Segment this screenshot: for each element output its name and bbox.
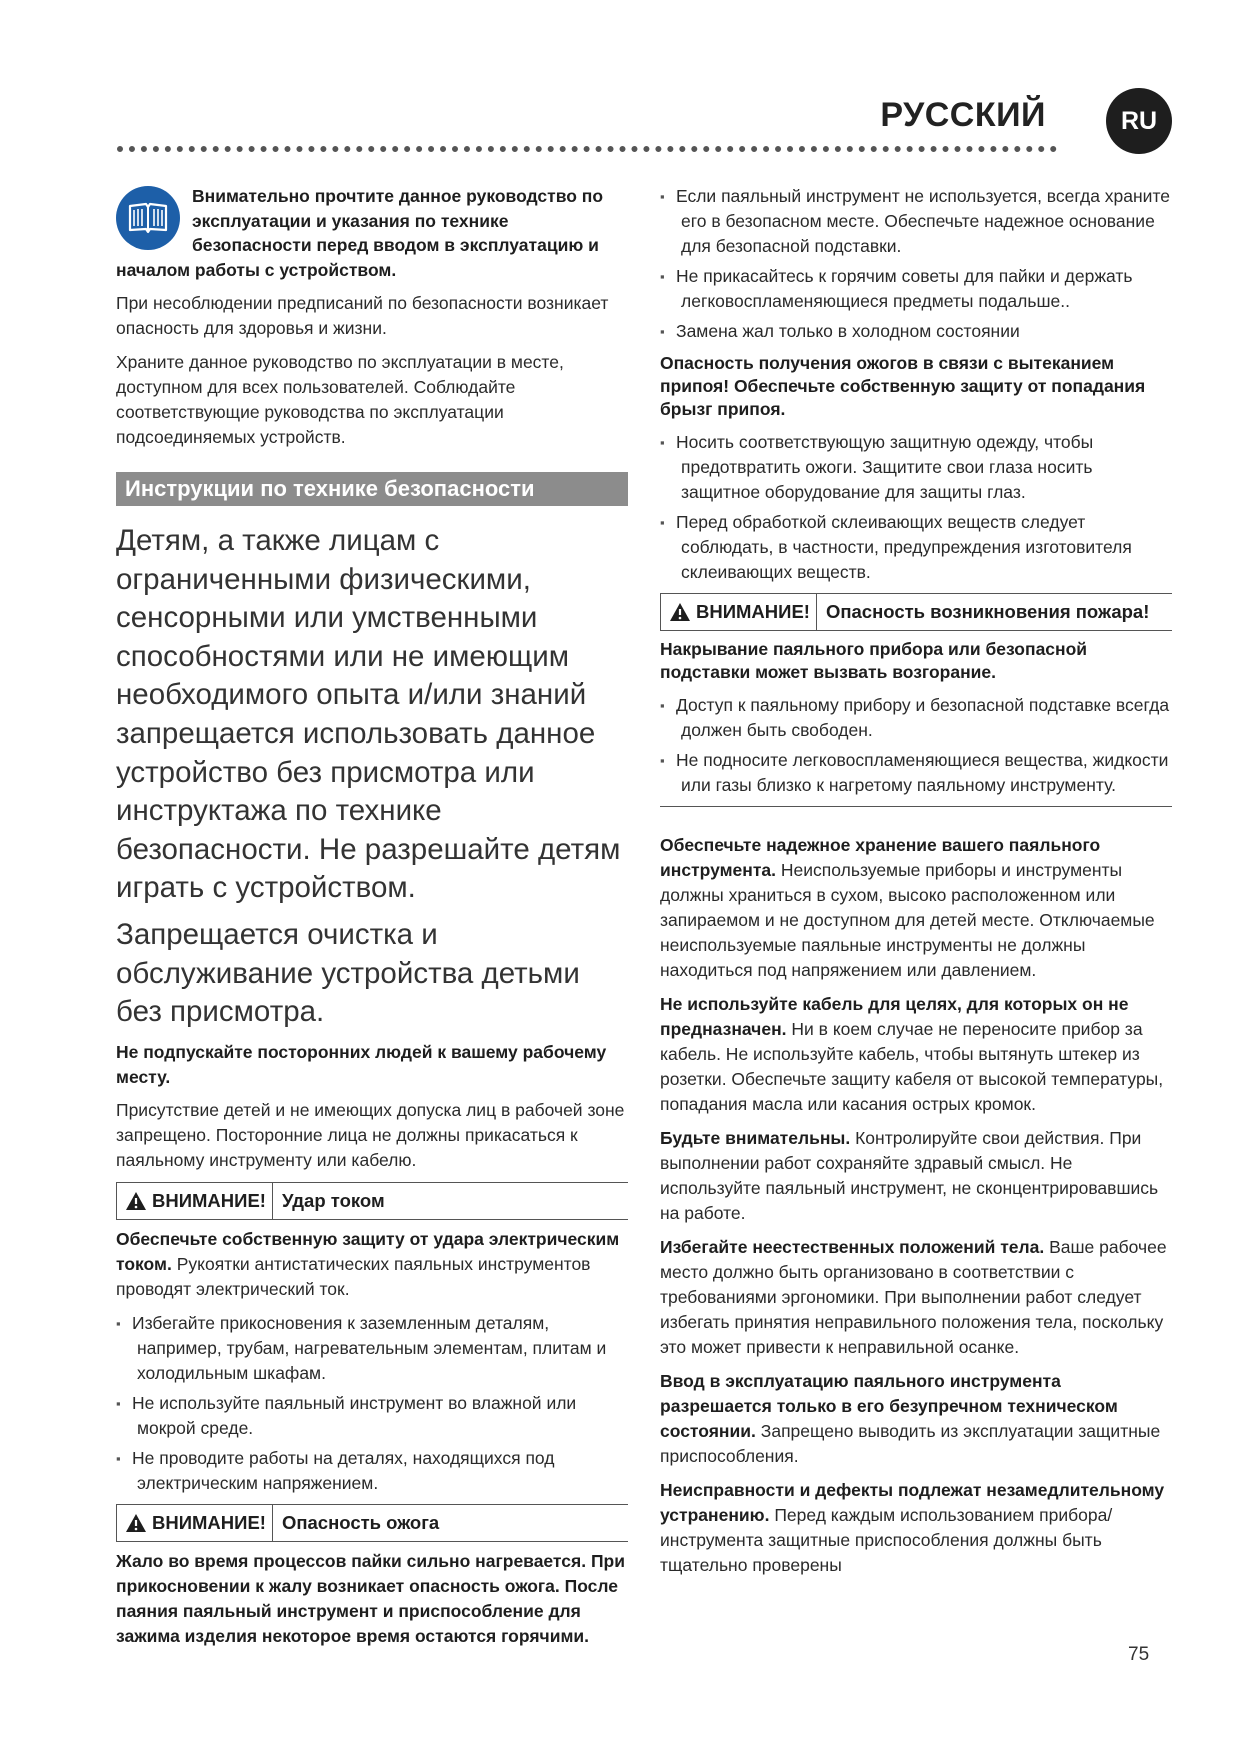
keep-away-heading: Не подпускайте посторонних людей к вашему рабочему месту. <box>116 1041 607 1087</box>
defects-paragraph: Неисправности и дефекты подлежат незамедлительному устранению. Перед каждым использованием прибора/инструмента защитные приспособления должны быть тщательно проверены <box>660 1480 1165 1575</box>
warning-box-burn <box>116 1504 628 1542</box>
list-item: ▪ Не проводите работы на деталях, находящихся под электрическим напряжением. <box>116 1447 555 1493</box>
keep-away-text: Присутствие детей и не имеющих допуска лиц в рабочей зоне запрещено. Посторонние лица не должны прикасаться к паяльному инструменту или кабелю. <box>116 1099 625 1170</box>
children-warning-large: Детям, а также лицам с ограниченными физическими, сенсорными или умственными способностями или не имеющим необходимого опыта и/или знаний запрещается использовать данное устройство без присмотра или инструктажа по технике безопасности. Не разрешайте детям играть с устройством. <box>116 524 621 905</box>
store-paragraph: Обеспечьте надежное хранение вашего паяльного инструмента. Неиспользуемые приборы и инструменты должны храниться в сухом, высоко расположенном или запираемом и не доступном для детей месте. Отключаемые неиспользуемые паяльные инструменты не должны находиться под напряжением или давлением. <box>660 835 1155 980</box>
intro-block <box>116 184 628 282</box>
warning-label <box>116 1505 273 1541</box>
warning-triangle-icon <box>125 1191 147 1211</box>
electric-paragraph <box>116 1227 628 1302</box>
children-cleaning-large: Запрещается очистка и обслуживание устройства детьми без присмотра. <box>116 917 580 1029</box>
list-item: ▪ Не подносите легковоспламеняющиеся вещества, жидкости или газы близко к нагретому паяльному инструменту. <box>660 750 1169 795</box>
warning-topic: Опасность ожога <box>281 1511 440 1533</box>
electric-bold: Обеспечьте собственную защиту от удара электрическим током. <box>116 1228 620 1274</box>
warning-topic: Опасность возникновения пожара! <box>825 601 1150 622</box>
commission-paragraph: Ввод в эксплуатацию паяльного инструмента разрешается только в его безупречном техническом состоянии. Запрещено выводить из эксплуатации защитные приспособления. <box>660 1371 1161 1466</box>
warning-triangle-icon <box>125 1513 147 1533</box>
list-item: ▪ Избегайте прикосновения к заземленным деталям, например, трубам, нагревательным элементам, плитам и холодильным шкафам. <box>116 1312 607 1383</box>
list-item: ▪ Если паяльный инструмент не используется, всегда храните его в безопасном месте. Обеспечьте надежное основание для безопасной подставки. <box>660 186 1170 256</box>
intro-paragraph-1: При несоблюдении предписаний по безопасности возникает опасность для здоровья и жизни. <box>116 293 609 338</box>
fire-bullet-list <box>660 693 1172 798</box>
list-item: ▪ Не используйте паяльный инструмент во влажной или мокрой среде. <box>116 1392 577 1438</box>
warning-label-text: ВНИМАНИЕ! <box>696 601 810 622</box>
list-item: ▪ Носить соответствующую защитную одежду, чтобы предотвратить ожоги. Защитите свои глаза носить защитное оборудование для защиты глаз. <box>660 432 1094 502</box>
warning-box-electric <box>116 1182 628 1220</box>
list-item: ▪ Замена жал только в холодном состоянии <box>660 321 1020 341</box>
section-divider <box>660 806 1172 807</box>
warning-label <box>660 594 817 630</box>
solder-heading: Опасность получения ожогов в связи с вытеканием припоя! Обеспечьте собственную защиту от попадания брызг припоя. <box>660 353 1146 419</box>
storage-bullet-list <box>660 184 1172 344</box>
posture-paragraph: Избегайте неестественных положений тела. Ваше рабочее место должно быть организовано в соответствии с требованиями эргономики. При выполнении работ следует избегать принятия неправильного положения тела, поскольку это может привести к неправильной осанке. <box>660 1237 1167 1357</box>
warning-topic: Удар током <box>281 1189 385 1211</box>
list-item: ▪ Не прикасайтесь к горячим советы для пайки и держать легковоспламеняющиеся предметы подальше.. <box>660 266 1133 311</box>
electric-bullet-list <box>116 1311 628 1496</box>
list-item: ▪ Перед обработкой склеивающих веществ следует соблюдать, в частности, предупреждения изготовителя склеивающих веществ. <box>660 512 1132 582</box>
right-column <box>660 184 1172 1587</box>
warning-label <box>116 1183 273 1219</box>
solder-bullet-list <box>660 430 1172 585</box>
warning-label-text: ВНИМАНИЕ! <box>152 1511 266 1533</box>
section-banner: Инструкции по технике безопасности <box>116 472 628 506</box>
intro-bold-text: Внимательно прочтите данное руководство по эксплуатации и указания по технике безопасности перед вводом в эксплуатацию и началом работы с устройством. <box>116 186 604 280</box>
language-title: РУССКИЙ <box>880 96 1046 134</box>
list-item: ▪ Доступ к паяльному прибору и безопасной подставке всегда должен быть свободен. <box>660 695 1170 740</box>
burn-bold-text: Жало во время процессов пайки сильно нагревается. При прикосновении к жалу возникает опасность ожога. После паяния паяльный инструмент и приспособление для зажима изделия некоторое время остаются горячими. <box>116 1550 625 1646</box>
warning-box-fire <box>660 593 1172 631</box>
header-dotted-divider <box>117 146 1057 152</box>
warning-label-text: ВНИМАНИЕ! <box>152 1189 266 1211</box>
intro-paragraph-2: Храните данное руководство по эксплуатации в месте, доступном для всех пользователей. Соблюдайте соответствующие руководства по эксплуатации подсоединяемых устройств. <box>116 352 564 447</box>
electric-text: Рукоятки антистатических паяльных инструментов проводят электрический ток. <box>116 1253 591 1299</box>
language-code-badge: RU <box>1106 88 1172 154</box>
cable-paragraph: Не используйте кабель для целях, для которых он не предназначен. Ни в коем случае не переносите прибор за кабель. Не используйте кабель, чтобы вытянуть штекер из розетки. Обеспечьте защиту кабеля от высокой температуры, попадания масла или касания острых кромок. <box>660 994 1164 1114</box>
warning-triangle-icon <box>669 602 691 622</box>
left-column <box>116 184 628 1658</box>
book-icon <box>116 186 180 250</box>
fire-heading: Накрывание паяльного прибора или безопасной подставки может вызвать возгорание. <box>660 639 1088 682</box>
page-number: 75 <box>1128 1644 1150 1665</box>
attentive-paragraph: Будьте внимательны. Контролируйте свои действия. При выполнении работ сохраняйте здравый смысл. Не используйте паяльный инструмент, не сконцентрировавшись на работе. <box>660 1128 1159 1223</box>
